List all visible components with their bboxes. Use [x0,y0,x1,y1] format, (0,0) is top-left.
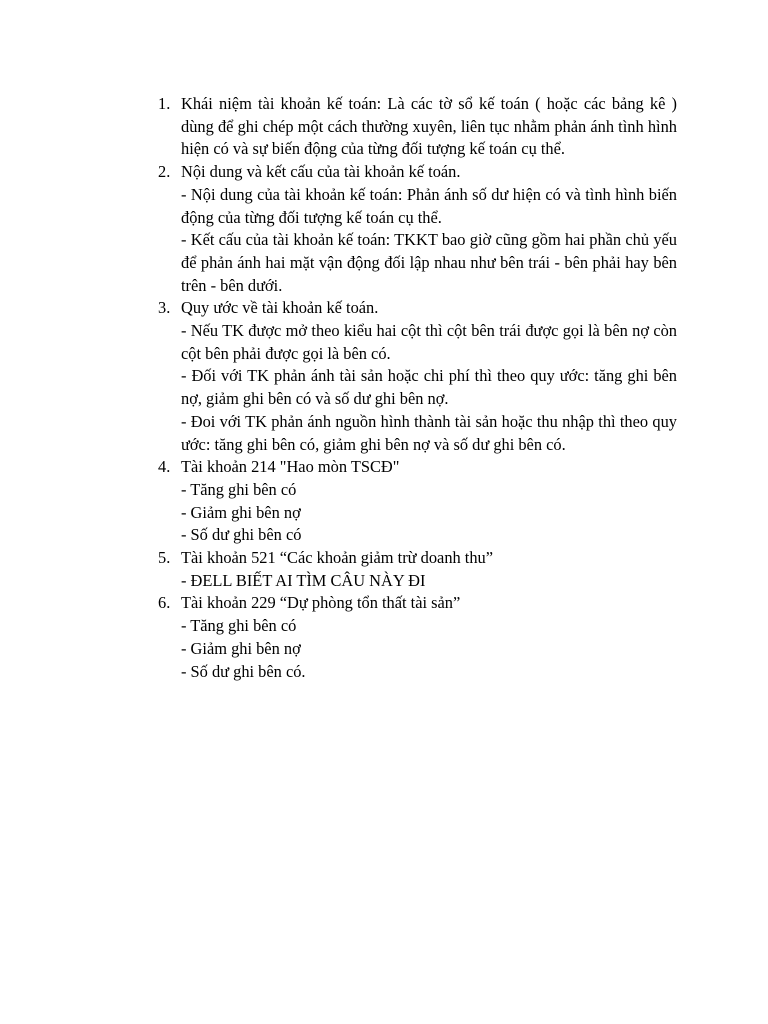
item-title: Tài khoản 521 “Các khoản giảm trừ doanh thu” [181,548,494,568]
item-number: 3. [158,298,171,318]
item-line: - Nếu TK được mở theo kiểu hai cột thì cột bên trái được gọi là bên nợ còn cột bên phải được gọi là bên có. [181,321,677,363]
item-number: 6. [158,593,171,613]
item-number: 2. [158,162,171,182]
item-title: Tài khoản 214 "Hao mòn TSCĐ" [181,457,400,477]
item-title: Tài khoản 229 “Dự phòng tổn thất tài sản” [181,593,461,613]
item-line: - Tăng ghi bên có [181,479,297,499]
item-number: 5. [158,548,171,568]
item-title: Quy ước về tài khoản kế toán. [181,298,379,318]
list-item-1 [152,93,677,161]
item-title: Nội dung và kết cấu của tài khoản kế toán. [181,162,461,182]
item-title: Khái niệm tài khoản kế toán: Là các tờ sổ kế toán ( hoặc các bảng kê ) dùng để ghi chép một cách thường xuyên, liên tục nhằm phản ánh tình hình hiện có và sự biến động của từng đối tượng kế toán cụ thể. [181,94,677,159]
item-line: - Nội dung của tài khoản kế toán: Phản ánh số dư hiện có và tình hình biến động của từng đối tượng kế toán cụ thể. [181,184,677,227]
item-line: - Tăng ghi bên có [181,616,297,636]
list-item-2 [152,161,677,297]
item-line: - Giảm ghi bên nợ [181,638,301,658]
item-number: 1. [158,94,171,113]
numbered-list [152,93,677,683]
list-item-3 [152,297,677,456]
list-item-5 [152,547,677,592]
item-line: - Kết cấu của tài khoản kế toán: TKKT bao giờ cũng gồm hai phần chủ yếu để phản ánh hai mặt vận động đối lập nhau như bên trái - bên phải hay bên trên - bên dưới. [181,230,677,295]
item-line: - Đối với TK phản ánh tài sản hoặc chi phí thì theo quy ước: tăng ghi bên nợ, giảm ghi bên có và số dư ghi bên nợ. [181,366,677,409]
item-line: - Số dư ghi bên có [181,525,302,545]
list-item-4 [152,456,677,547]
item-line: - Đoi với TK phản ánh nguồn hình thành tài sản hoặc thu nhập thì theo quy ước: tăng ghi bên có, giảm ghi bên nợ và số dư ghi bên có. [181,411,677,454]
item-line: - Giảm ghi bên nợ [181,502,301,522]
item-line: - ĐELL BIẾT AI TÌM CÂU NÀY ĐI [181,570,426,590]
item-number: 4. [158,457,171,477]
item-line: - Số dư ghi bên có. [181,661,306,681]
list-item-6 [152,592,677,683]
